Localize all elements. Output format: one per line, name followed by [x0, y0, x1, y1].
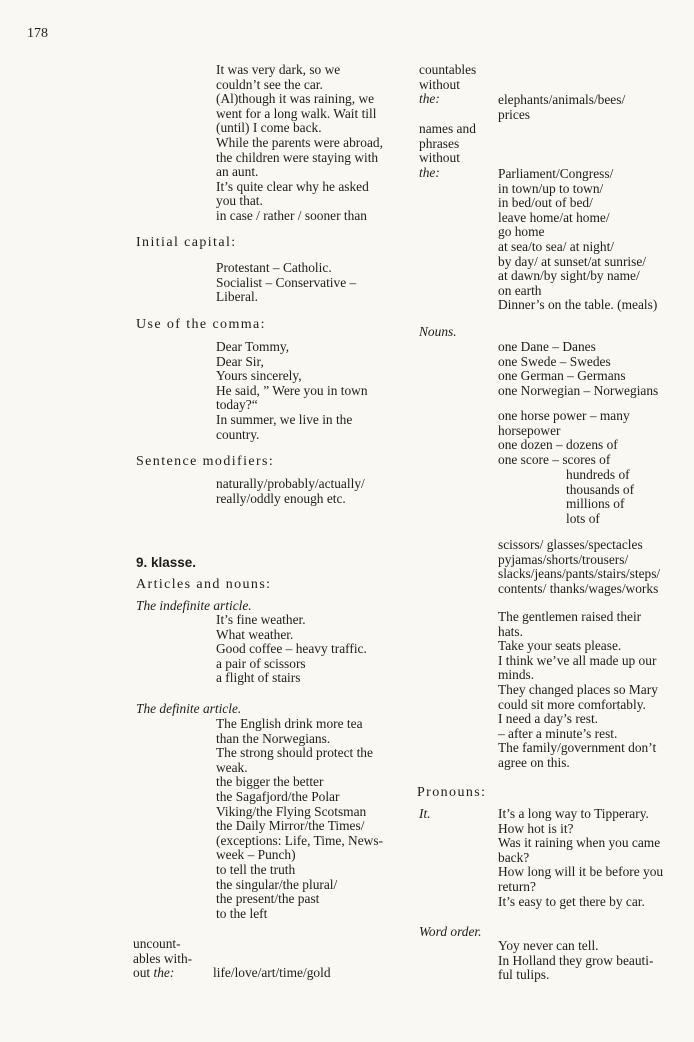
text-line: a flight of stairs	[216, 670, 301, 686]
pronouns-heading: Pronouns:	[417, 785, 487, 800]
initial-capital-examples	[216, 261, 356, 305]
text-line: (Al)though it was raining, we	[216, 91, 375, 107]
text-line: one score – scores of	[498, 451, 611, 467]
definite-article-examples	[216, 717, 383, 921]
text-line: than the Norwegians.	[216, 730, 331, 746]
text-line: agree on this.	[498, 754, 570, 770]
agreement-examples	[498, 610, 658, 771]
text-line: It’s easy to get there by car.	[498, 893, 645, 909]
text-line: went for a long walk. Wait till	[216, 105, 377, 121]
indefinite-article-examples	[216, 613, 367, 686]
modifiers-examples	[216, 477, 365, 506]
text-line: the bigger the better	[216, 774, 324, 790]
text-line: an aunt.	[216, 164, 259, 180]
text-line: one horse power – many	[498, 408, 630, 423]
text-line: millions of	[566, 496, 625, 512]
text-line: Viking/the Flying Scotsman	[216, 803, 367, 819]
text-line: He said, ” Were you in town	[216, 382, 368, 398]
countables-value: elephants/animals/bees/ prices	[498, 92, 626, 122]
text-line: the Daily Mirror/the Times/	[216, 818, 365, 834]
text-line: could sit more comfortably.	[498, 696, 646, 712]
text-line: naturally/probably/actually/	[216, 476, 365, 491]
plural-noun-examples	[498, 538, 660, 596]
text-line: a pair of scissors	[216, 655, 306, 671]
word-order-examples	[498, 939, 653, 983]
text-line: It’s fine weather.	[216, 612, 306, 627]
text-line: While the parents were abroad,	[216, 134, 383, 150]
text-line: weak.	[216, 759, 248, 775]
text-line: week – Punch)	[216, 847, 296, 863]
text-line: – after a minute’s rest.	[498, 725, 618, 741]
text-line: Dear Sir,	[216, 353, 264, 369]
text-line: (exceptions: Life, Time, News-	[216, 832, 383, 848]
indefinite-article-label: The indefinite article.	[136, 598, 252, 613]
text-line: In summer, we live in the	[216, 411, 353, 427]
text-line: horsepower	[498, 422, 561, 438]
text-line: The gentlemen raised their	[498, 609, 642, 624]
text-line: in town/up to town/	[498, 180, 604, 196]
text-line: you that.	[216, 193, 263, 209]
text-line: to the left	[216, 905, 268, 921]
text-line: Was it raining when you came	[498, 835, 661, 851]
intro-examples	[216, 63, 383, 224]
text-line: (until) I come back.	[216, 120, 322, 136]
text-line: I think we’ve all made up our	[498, 652, 657, 668]
countables-label: countables without the:	[419, 62, 477, 107]
text-line: the present/the past	[216, 891, 320, 907]
names-examples	[498, 167, 657, 313]
text-line: Socialist – Conservative –	[216, 274, 357, 290]
number-examples	[498, 409, 630, 467]
text-line: leave home/at home/	[498, 209, 610, 225]
text-line: to tell the truth	[216, 861, 296, 877]
text-line: couldn’t see the car.	[216, 76, 323, 92]
text-line: hats.	[498, 623, 523, 639]
text-line: Liberal.	[216, 289, 259, 305]
text-line: in case / rather / sooner than	[216, 207, 367, 223]
text-line: by day/ at sunset/at sunrise/	[498, 253, 647, 269]
text-line: at dawn/by sight/by name/	[498, 268, 640, 284]
text-line: hundreds of	[566, 467, 630, 482]
text-line: They changed places so Mary	[498, 681, 658, 697]
text-line: slacks/jeans/pants/stairs/steps/	[498, 566, 661, 582]
page-number: 178	[27, 26, 48, 41]
text-line: The English drink more tea	[216, 716, 363, 731]
text-line: minds.	[498, 667, 535, 683]
text-line: lots of	[566, 510, 600, 526]
comma-heading: Use of the comma:	[136, 317, 266, 332]
uncountables-value: life/love/art/time/gold	[213, 965, 331, 980]
text-line: Yoy never can tell.	[498, 938, 599, 953]
text-line: pyjamas/shorts/trousers/	[498, 551, 629, 567]
text-line: ful tulips.	[498, 967, 550, 983]
initial-capital-heading: Initial capital:	[136, 235, 237, 250]
text-line: one Swede – Swedes	[498, 353, 611, 369]
text-line: It’s quite clear why he asked	[216, 178, 369, 194]
text-line: contents/ thanks/wages/works	[498, 580, 659, 596]
comma-examples	[216, 340, 368, 442]
text-line: It’s a long way to Tipperary.	[498, 806, 649, 821]
text-line: Take your seats please.	[498, 638, 622, 654]
text-line: today?“	[216, 397, 258, 413]
text-line: one German – Germans	[498, 368, 626, 384]
text-line: Parliament/Congress/	[498, 166, 614, 181]
text-line: really/oddly enough etc.	[216, 490, 346, 506]
text-line: one Dane – Danes	[498, 339, 596, 354]
nationality-examples	[498, 340, 658, 398]
text-line: I need a day’s rest.	[498, 711, 599, 727]
text-line: thousands of	[566, 481, 635, 497]
text-line: the children were staying with	[216, 149, 379, 165]
text-line: How hot is it?	[498, 820, 574, 836]
nouns-label: Nouns.	[419, 324, 457, 339]
text-line: Dear Tommy,	[216, 339, 290, 354]
it-label: It.	[419, 806, 431, 821]
text-line: How long will it be before you	[498, 864, 664, 880]
text-line: The strong should protect the	[216, 745, 373, 761]
text-line: on earth	[498, 282, 542, 298]
text-line: What weather.	[216, 626, 294, 642]
text-line: In Holland they grow beauti-	[498, 952, 654, 968]
text-line: one Norwegian – Norwegians	[498, 382, 659, 398]
text-line: the Sagafjord/the Polar	[216, 788, 340, 804]
text-line: at sea/to sea/ at night/	[498, 238, 615, 254]
text-line: Protestant – Catholic.	[216, 260, 332, 275]
modifiers-heading: Sentence modifiers:	[136, 454, 275, 469]
text-line: one dozen – dozens of	[498, 437, 618, 453]
class-heading: 9. klasse.	[136, 555, 197, 570]
text-line: country.	[216, 426, 260, 442]
text-line: Good coffee – heavy traffic.	[216, 641, 367, 657]
text-line: go home	[498, 224, 545, 240]
text-line: back?	[498, 849, 530, 865]
text-line: Yours sincerely,	[216, 368, 302, 384]
text-line: Dinner’s on the table. (meals)	[498, 297, 658, 313]
text-line: return?	[498, 878, 536, 894]
number-quantity-examples	[566, 468, 634, 526]
text-line: in bed/out of bed/	[498, 195, 593, 211]
word-order-label: Word order.	[419, 924, 482, 939]
definite-article-label: The definite article.	[136, 701, 242, 716]
text-line: scissors/ glasses/spectacles	[498, 537, 643, 552]
it-examples	[498, 807, 663, 909]
text-line: It was very dark, so we	[216, 62, 341, 77]
articles-heading: Articles and nouns:	[136, 577, 272, 592]
text-line: The family/government don’t	[498, 740, 657, 756]
names-label: names and phrases without the:	[419, 121, 476, 180]
uncountables-label: uncount- ables with- out the:	[133, 936, 193, 981]
text-line: the singular/the plural/	[216, 876, 338, 892]
